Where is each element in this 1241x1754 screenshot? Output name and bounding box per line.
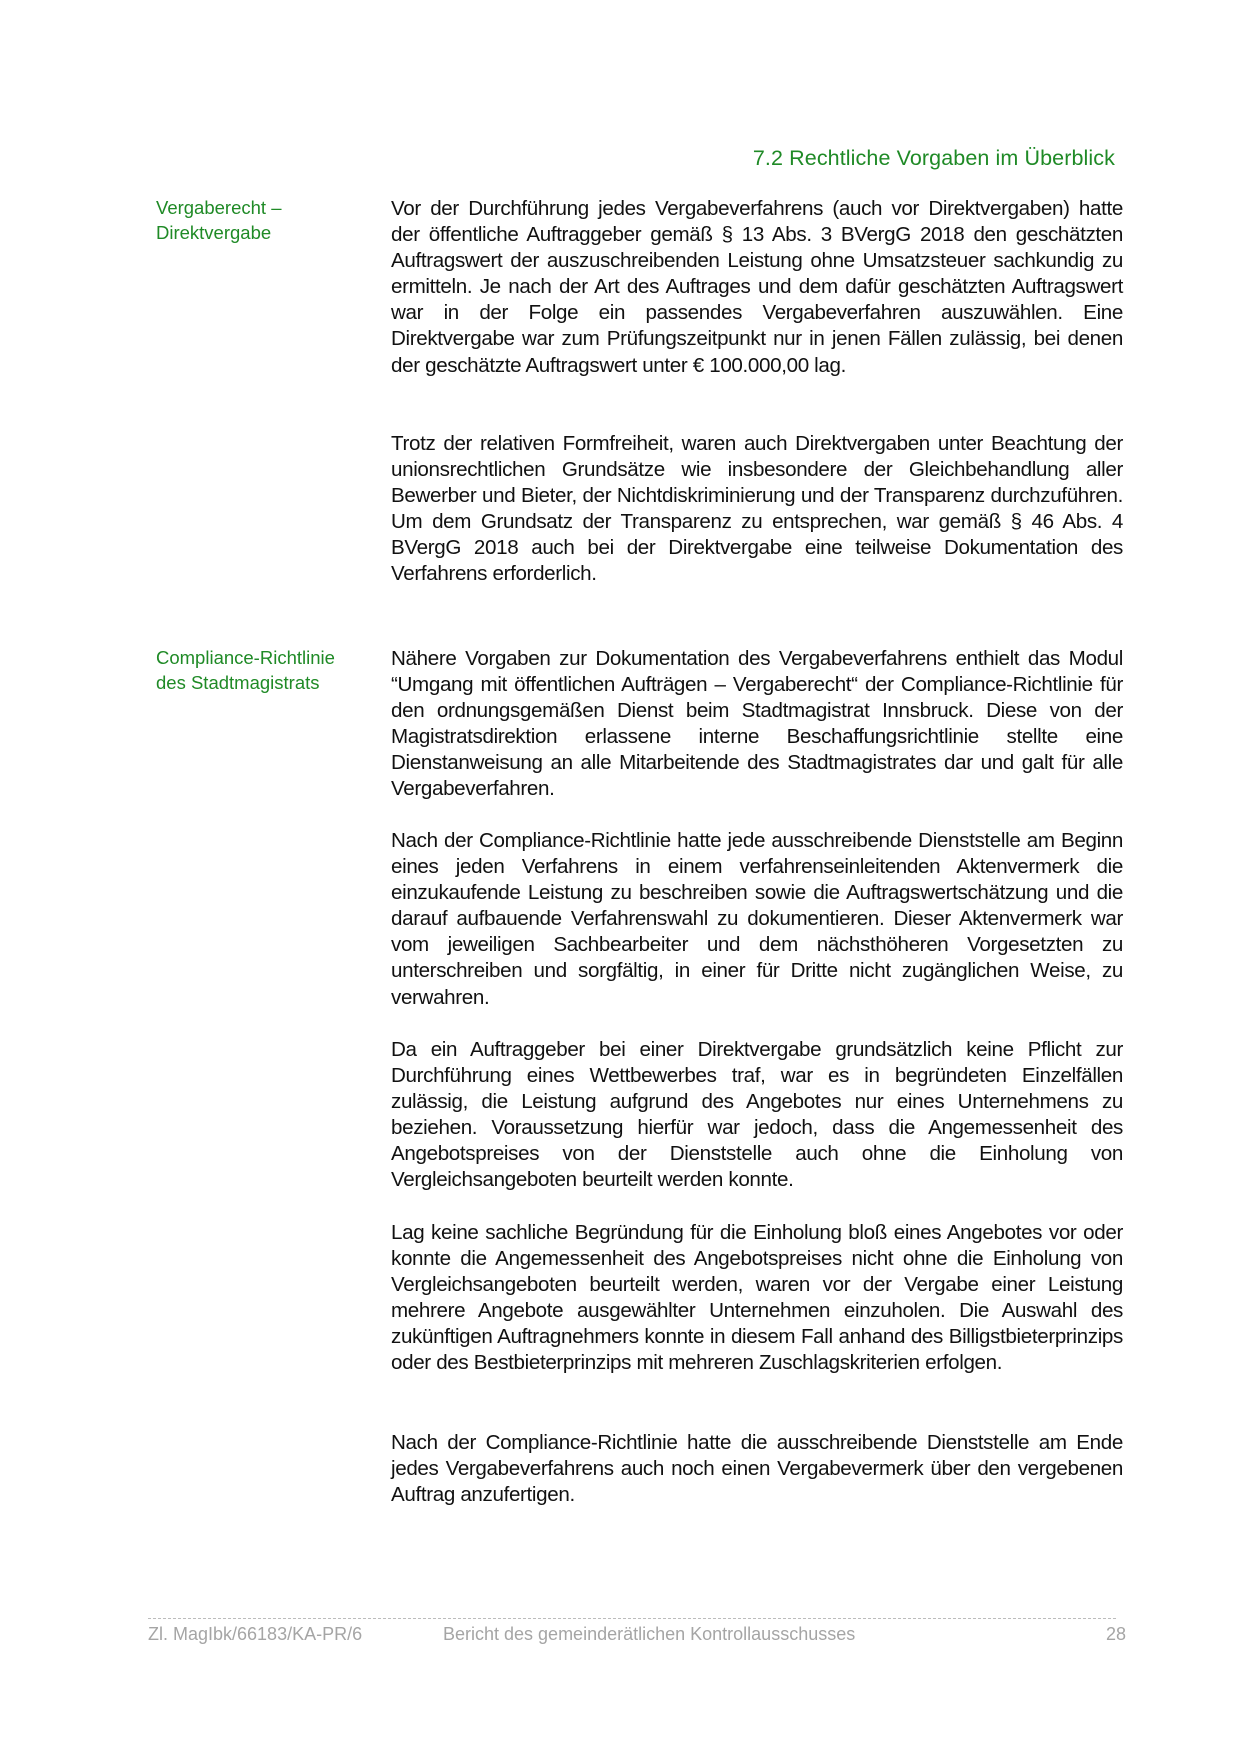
paragraph-text: Nach der Compliance-Richtlinie hatte jede ausschreibende Dienststelle am Beginn eines jeden Verfahrens in einem verfahrenseinleitenden Aktenvermerk die einzukaufende Leistung zu beschreiben sowie die Auftragswertschätzung und die darauf aufbauende Verfahrenswahl zu dokumentieren. Dieser Aktenvermerk war vom jeweiligen Sachbearbeiter und dem nächsthöheren Vorgesetzten zu unterschreiben und sorgfältig, in einer für Dritte nicht zugänglichen Weise, zu verwahren. [391, 829, 1123, 1009]
paragraph-text: Da ein Auftraggeber bei einer Direktvergabe grundsätzlich keine Pflicht zur Durchführung eines Wettbewerbes traf, war es in begründeten Einzelfällen zulässig, die Leistung aufgrund des Angebotes nur eines Unternehmens zu beziehen. Voraussetzung hierfür war jedoch, dass die Angemessenheit des Angebotspreises von der Dienststelle auch ohne die Einholung von Vergleichsangeboten beurteilt werden konnte. [391, 1038, 1123, 1192]
side-label-line: des Stadtmagistrats [156, 671, 320, 693]
paragraph-text: Trotz der relativen Formfreiheit, waren auch Direktvergaben unter Beachtung der unionsrechtlichen Grundsätze wie insbesondere der Gleichbehandlung aller Bewerber und Bieter, der Nichtdiskriminierung und der Transparenz durchzuführen. Um dem Grundsatz der Transparenz zu entsprechen, war gemäß § 46 Abs. 4 BVergG 2018 auch bei der Direktvergabe eine teilweise Dokumentation des Verfahrens erforderlich. [391, 432, 1123, 586]
paragraph-4 [391, 828, 1123, 1011]
paragraph-5 [391, 1037, 1123, 1194]
paragraph-text: Nähere Vorgaben zur Dokumentation des Vergabeverfahrens enthielt das Modul “Umgang mit öffentlichen Aufträgen – Vergaberecht“ der Compliance-Richtlinie für den ordnungsgemäßen Dienst beim Stadtmagistrat Innsbruck. Diese von der Magistratsdirektion erlassene interne Beschaffungsrichtlinie stellte eine Dienstanweisung an alle Mitarbeitende des Stadtmagistrates dar und galt für alle Vergabeverfahren. [391, 647, 1123, 801]
paragraph-3 [391, 646, 1123, 803]
side-label-vergaberecht [156, 196, 356, 245]
paragraph-1 [391, 196, 1123, 379]
side-label-compliance [156, 646, 356, 695]
footer-divider [148, 1618, 1116, 1619]
paragraph-7 [391, 1430, 1123, 1508]
paragraph-text: Nach der Compliance-Richtlinie hatte die ausschreibende Dienststelle am Ende jedes Vergabeverfahrens auch noch einen Vergabevermerk über den vergebenen Auftrag anzufertigen. [391, 1431, 1123, 1507]
paragraph-text: Lag keine sachliche Begründung für die Einholung bloß eines Angebotes vor oder konnte die Angemessenheit des Angebotspreises nicht ohne die Einholung von Vergleichsangeboten beurteilt werden, waren vor der Vergabe einer Leistung mehrere Angebote ausgewählter Unternehmen einzuholen. Die Auswahl des zukünftigen Auftragnehmers konnte in diesem Fall anhand des Billigstbieterprinzips oder des Bestbieterprinzips mit mehreren Zuschlagskriterien erfolgen. [391, 1221, 1123, 1375]
footer-report-title: Bericht des gemeinderätlichen Kontrollausschusses [443, 1624, 856, 1644]
side-label-line: Compliance-Richtlinie [156, 647, 335, 668]
section-heading: 7.2 Rechtliche Vorgaben im Überblick [752, 146, 1115, 170]
paragraph-6 [391, 1220, 1123, 1377]
page-number: 28 [1105, 1624, 1126, 1644]
side-label-line: Direktvergabe [156, 221, 272, 243]
footer-reference: Zl. MagIbk/66183/KA-PR/6 [148, 1624, 363, 1644]
side-label-line: Vergaberecht – [156, 197, 282, 218]
paragraph-text: Vor der Durchführung jedes Vergabeverfahrens (auch vor Direktvergaben) hatte der öffentliche Auftraggeber gemäß § 13 Abs. 3 BVergG 2018 den geschätzten Auftragswert der auszuschreibenden Leistung ohne Umsatzsteuer sachkundig zu ermitteln. Je nach der Art des Auftrages und dem dafür geschätzten Auftragswert war in der Folge ein passendes Vergabeverfahren auszuwählen. Eine Direktvergabe war zum Prüfungszeitpunkt nur in jenen Fällen zulässig, bei denen der geschätzte Auftragswert unter € 100.000,00 lag. [391, 197, 1123, 377]
paragraph-2 [391, 431, 1123, 588]
